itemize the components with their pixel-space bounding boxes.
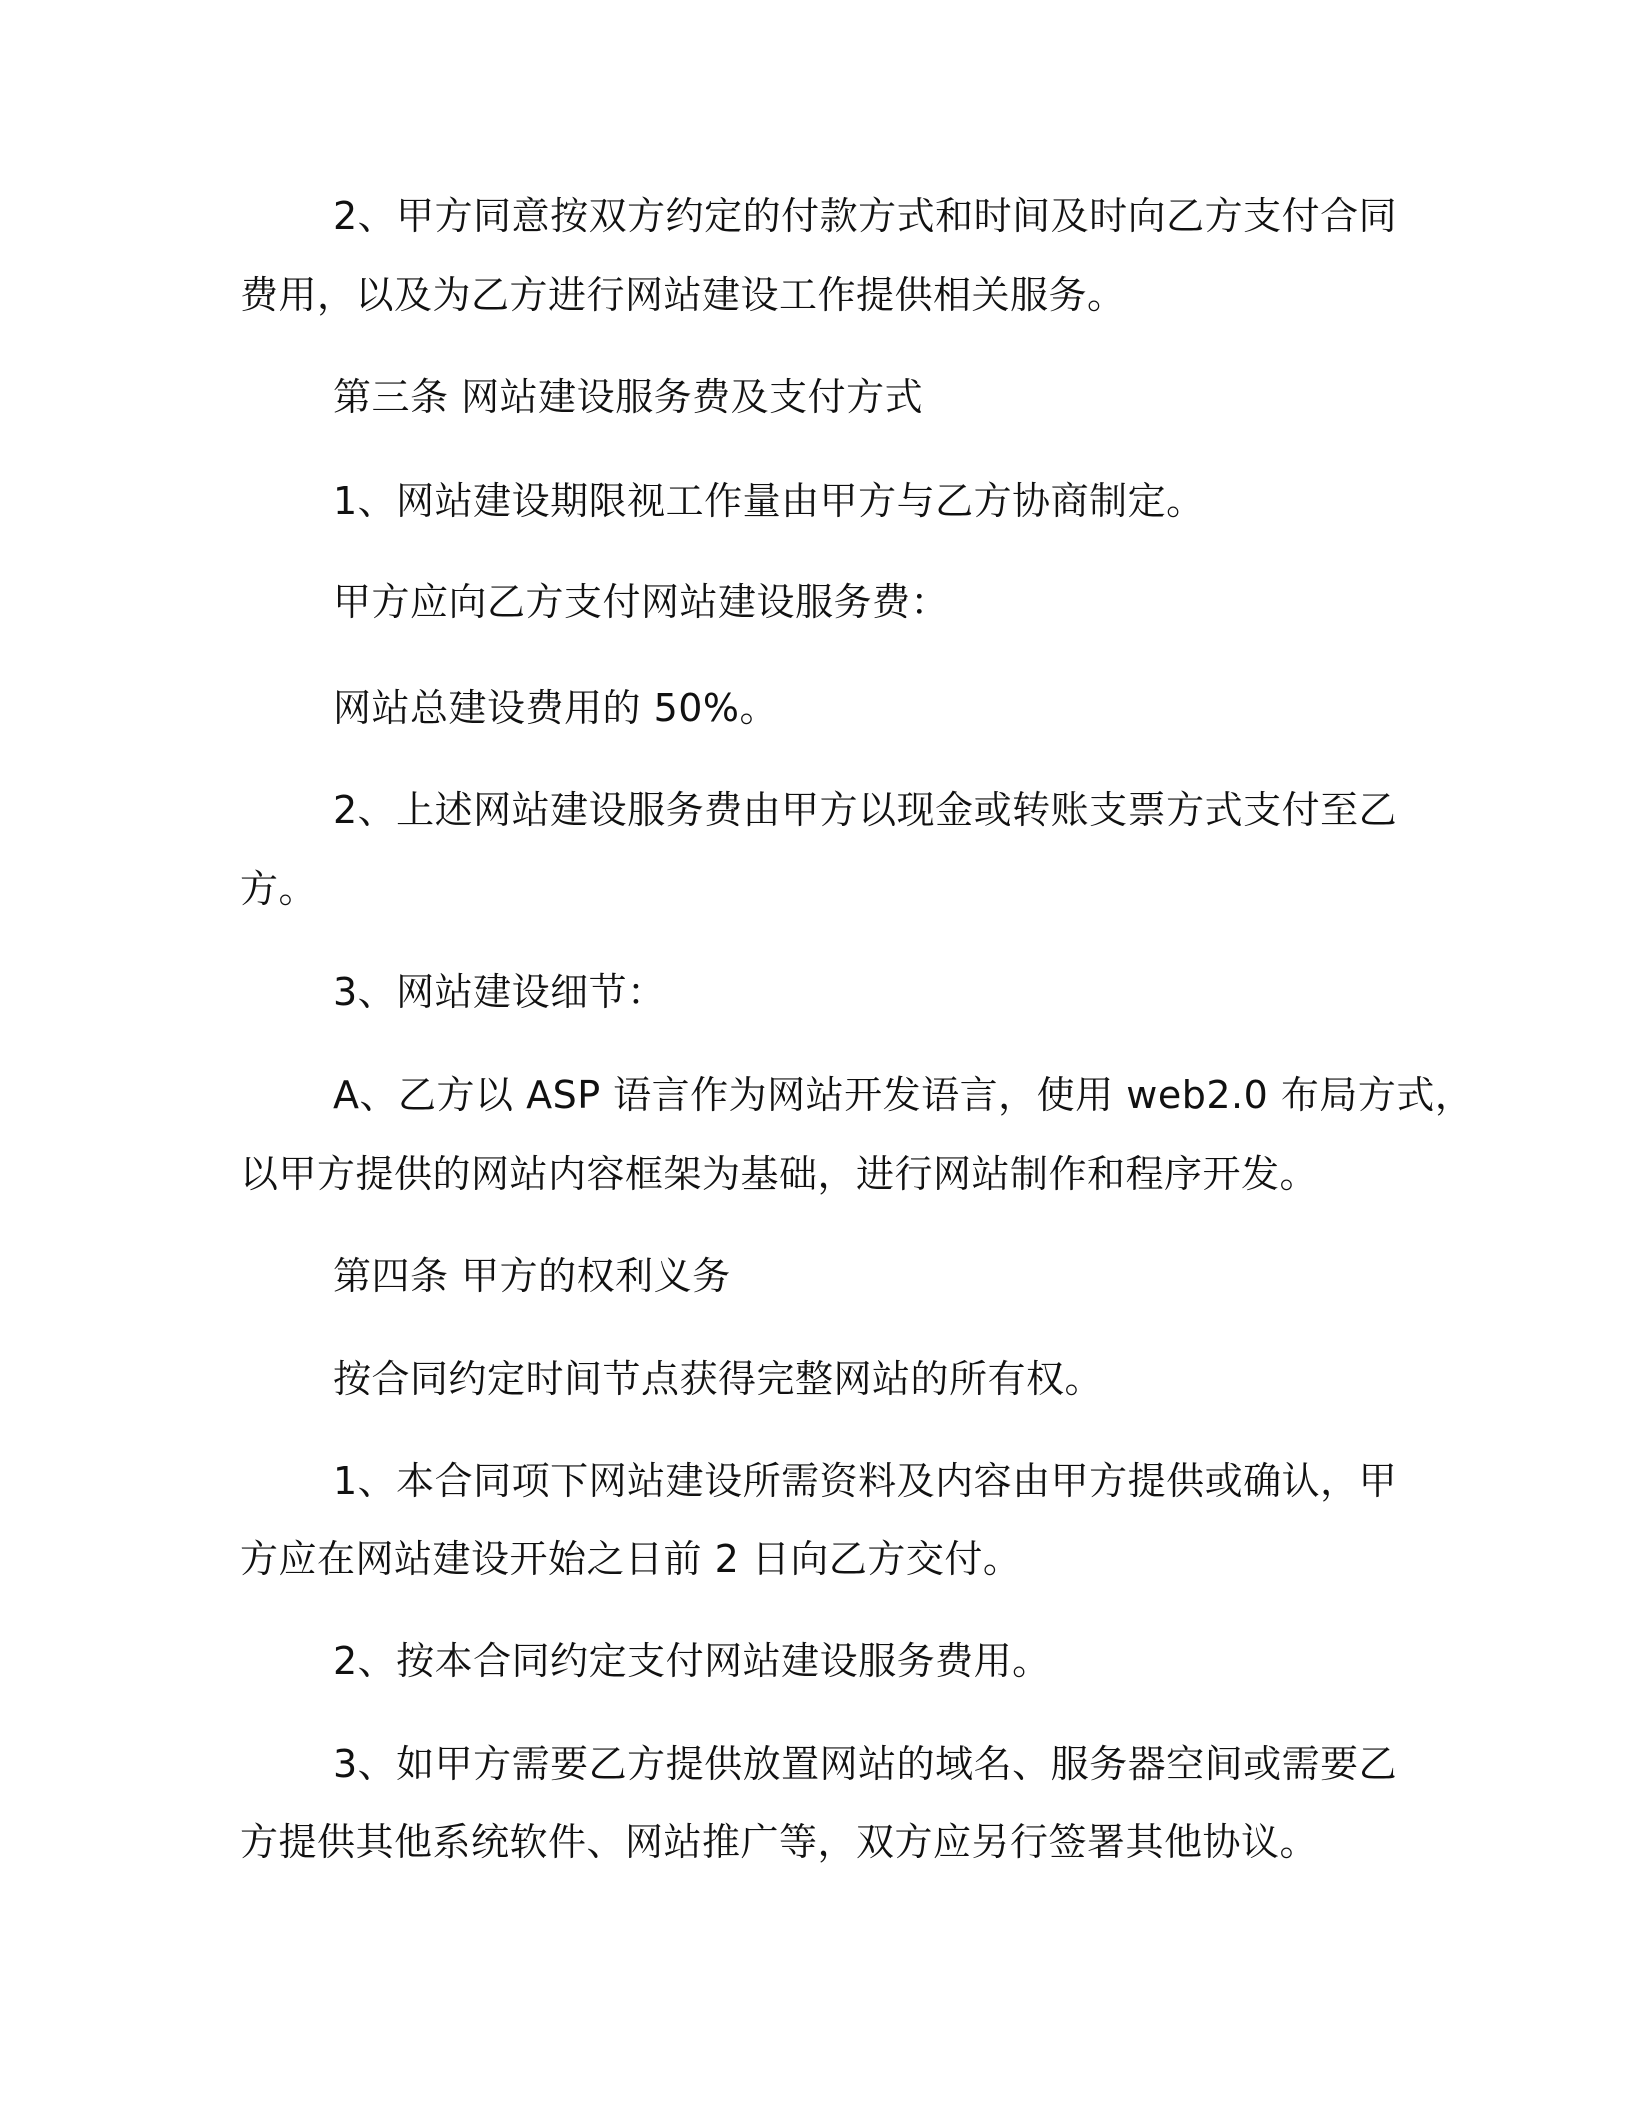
paragraph-13-line-1: 3、如甲方需要乙方提供放置网站的域名、服务器空间或需要乙 xyxy=(333,1742,1398,1786)
section-heading-article-4: 第四条 甲方的权利义务 xyxy=(333,1254,731,1298)
paragraph-1-line-1: 2、甲方同意按双方约定的付款方式和时间及时向乙方支付合同 xyxy=(333,194,1398,238)
paragraph-5-line-1: 网站总建设费用的 50%。 xyxy=(333,686,779,730)
paragraph-6-line-2: 方。 xyxy=(240,867,318,911)
paragraph-11-line-2: 方应在网站建设开始之日前 2 日向乙方交付。 xyxy=(240,1537,1022,1581)
paragraph-3-line-1: 1、网站建设期限视工作量由甲方与乙方协商制定。 xyxy=(333,479,1205,523)
paragraph-12-line-1: 2、按本合同约定支付网站建设服务费用。 xyxy=(333,1639,1051,1683)
paragraph-4-line-1: 甲方应向乙方支付网站建设服务费： xyxy=(333,580,950,624)
section-heading-article-3: 第三条 网站建设服务费及支付方式 xyxy=(333,375,924,419)
paragraph-13-line-2: 方提供其他系统软件、网站推广等，双方应另行签署其他协议。 xyxy=(240,1820,1319,1864)
paragraph-8-line-2: 以甲方提供的网站内容框架为基础，进行网站制作和程序开发。 xyxy=(240,1152,1319,1196)
paragraph-7-line-1: 3、网站建设细节： xyxy=(333,970,666,1014)
paragraph-11-line-1: 1、本合同项下网站建设所需资料及内容由甲方提供或确认，甲 xyxy=(333,1459,1398,1503)
paragraph-1-line-2: 费用，以及为乙方进行网站建设工作提供相关服务。 xyxy=(240,273,1126,317)
paragraph-6-line-1: 2、上述网站建设服务费由甲方以现金或转账支票方式支付至乙 xyxy=(333,788,1398,832)
paragraph-10-line-1: 按合同约定时间节点获得完整网站的所有权。 xyxy=(333,1357,1104,1401)
paragraph-8-line-1: A、乙方以 ASP 语言作为网站开发语言，使用 web2.0 布局方式， xyxy=(333,1073,1474,1117)
